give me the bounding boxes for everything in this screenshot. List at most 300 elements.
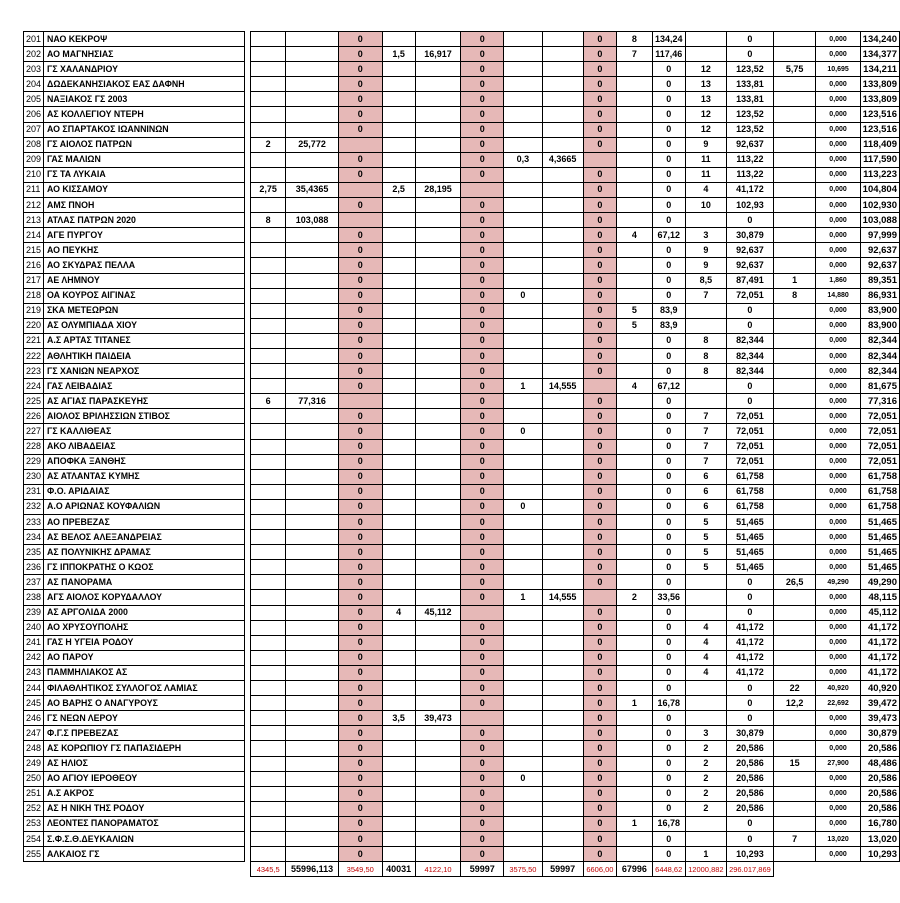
value-cell: 0 <box>461 786 504 801</box>
value-cell: 0 <box>461 62 504 77</box>
value-cell: 0 <box>727 605 774 620</box>
value-cell <box>286 590 339 605</box>
value-cell <box>617 137 653 152</box>
value-cell <box>617 726 653 741</box>
table-row <box>24 771 900 786</box>
value-cell <box>773 409 816 424</box>
value-cell: 0 <box>583 605 616 620</box>
value-cell: 0 <box>461 560 504 575</box>
value-cell: 0 <box>652 92 685 107</box>
rank-cell: 206 <box>24 107 44 122</box>
value-cell <box>773 258 816 273</box>
club-name-cell: ΦΙΛΑΘΛΗΤΙΚΟΣ ΣΥΛΛΟΓΟΣ ΛΑΜΙΑΣ <box>44 681 245 696</box>
value-cell: 0 <box>461 454 504 469</box>
value-cell: 0 <box>652 650 685 665</box>
value-cell <box>617 756 653 771</box>
value-cell: 0,000 <box>816 182 860 197</box>
rank-cell: 239 <box>24 605 44 620</box>
value-cell: 14,880 <box>816 288 860 303</box>
value-cell: 0 <box>652 333 685 348</box>
value-cell <box>504 454 542 469</box>
value-cell <box>251 696 286 711</box>
value-cell: 0 <box>461 756 504 771</box>
value-cell: 28,195 <box>415 182 461 197</box>
total-points-cell: 118,409 <box>860 137 899 152</box>
value-cell <box>773 182 816 197</box>
value-cell <box>504 801 542 816</box>
value-cell: 16,78 <box>652 696 685 711</box>
rank-cell: 225 <box>24 394 44 409</box>
value-cell <box>617 439 653 454</box>
value-cell <box>583 152 616 167</box>
value-cell <box>542 348 583 363</box>
value-cell <box>461 711 504 726</box>
value-cell <box>415 318 461 333</box>
club-name-cell: Σ.Φ.Σ.Θ.ΔΕΥΚΑΛΙΩΝ <box>44 831 245 846</box>
value-cell <box>415 545 461 560</box>
value-cell: 5 <box>685 515 726 530</box>
value-cell: 0 <box>583 756 616 771</box>
value-cell <box>685 47 726 62</box>
value-cell <box>773 801 816 816</box>
value-cell <box>415 273 461 288</box>
value-cell <box>251 273 286 288</box>
total-points-cell: 103,088 <box>860 213 899 228</box>
value-cell <box>382 635 415 650</box>
club-name-cell: ΔΩΔΕΚΑΝΗΣΙΑΚΟΣ ΕΑΣ ΔΑΦΝΗ <box>44 77 245 92</box>
value-cell <box>773 590 816 605</box>
value-cell: 7 <box>617 47 653 62</box>
club-name-cell: Α.Σ ΑΚΡΟΣ <box>44 786 245 801</box>
value-cell <box>251 650 286 665</box>
value-cell: 123,52 <box>727 122 774 137</box>
value-cell <box>773 726 816 741</box>
value-cell <box>382 92 415 107</box>
value-cell <box>504 228 542 243</box>
value-cell <box>382 650 415 665</box>
value-cell: 51,465 <box>727 545 774 560</box>
value-cell: 0 <box>652 439 685 454</box>
value-cell <box>251 409 286 424</box>
value-cell <box>251 92 286 107</box>
value-cell: 0 <box>461 122 504 137</box>
value-cell: 5 <box>617 318 653 333</box>
value-cell <box>542 650 583 665</box>
table-row <box>24 394 900 409</box>
value-cell: 0 <box>461 167 504 182</box>
value-cell <box>617 243 653 258</box>
value-cell: 0 <box>727 575 774 590</box>
value-cell <box>415 122 461 137</box>
value-cell: 102,93 <box>727 198 774 213</box>
rank-cell: 253 <box>24 816 44 831</box>
value-cell <box>617 484 653 499</box>
value-cell <box>685 318 726 333</box>
club-name-cell: Α.Ο ΑΡΙΩΝΑΣ ΚΟΥΦΑΛΙΩΝ <box>44 499 245 514</box>
club-name-cell: ΑΕ ΛΗΜΝΟΥ <box>44 273 245 288</box>
value-cell <box>504 122 542 137</box>
value-cell <box>542 726 583 741</box>
total-points-cell: 16,780 <box>860 816 899 831</box>
value-cell <box>773 394 816 409</box>
value-cell <box>773 379 816 394</box>
value-cell: 0 <box>583 816 616 831</box>
value-cell: 0 <box>461 499 504 514</box>
club-name-cell: ΑΘΛΗΤΙΚΗ ΠΑΙΔΕΙΑ <box>44 348 245 363</box>
total-value-cell: 4122,10 <box>415 862 461 877</box>
value-cell: 0 <box>338 560 382 575</box>
value-cell: 0 <box>461 575 504 590</box>
value-cell <box>617 152 653 167</box>
value-cell: 0 <box>338 575 382 590</box>
rank-cell: 215 <box>24 243 44 258</box>
value-cell <box>382 32 415 47</box>
value-cell <box>382 379 415 394</box>
value-cell <box>382 484 415 499</box>
value-cell <box>617 635 653 650</box>
value-cell <box>504 711 542 726</box>
value-cell: 45,112 <box>415 605 461 620</box>
value-cell <box>504 575 542 590</box>
value-cell <box>415 620 461 635</box>
value-cell <box>382 847 415 862</box>
value-cell: 13 <box>685 77 726 92</box>
value-cell: 4 <box>617 379 653 394</box>
value-cell <box>773 167 816 182</box>
value-cell: 10,695 <box>816 62 860 77</box>
value-cell: 0 <box>583 364 616 379</box>
value-cell <box>251 77 286 92</box>
value-cell <box>542 560 583 575</box>
value-cell <box>617 333 653 348</box>
value-cell <box>504 545 542 560</box>
value-cell: 0 <box>583 499 616 514</box>
table-row <box>24 122 900 137</box>
value-cell: 1,5 <box>382 47 415 62</box>
club-name-cell: ΑΣ ΟΛΥΜΠΙΑΔΑ ΧΙΟΥ <box>44 318 245 333</box>
value-cell <box>773 816 816 831</box>
value-cell <box>504 333 542 348</box>
table-row <box>24 801 900 816</box>
total-value-cell: 6448,62 <box>652 862 685 877</box>
total-points-cell: 72,051 <box>860 409 899 424</box>
value-cell: 0 <box>583 711 616 726</box>
value-cell: 0 <box>652 137 685 152</box>
total-points-cell: 48,486 <box>860 756 899 771</box>
value-cell <box>617 741 653 756</box>
value-cell <box>542 530 583 545</box>
value-cell <box>617 469 653 484</box>
rank-cell: 211 <box>24 182 44 197</box>
value-cell <box>773 122 816 137</box>
value-cell: 0 <box>338 273 382 288</box>
value-cell: 0 <box>727 696 774 711</box>
value-cell: 0 <box>461 318 504 333</box>
value-cell: 0 <box>583 515 616 530</box>
value-cell <box>542 228 583 243</box>
value-cell <box>286 62 339 77</box>
value-cell: 0 <box>338 696 382 711</box>
value-cell: 0 <box>461 726 504 741</box>
value-cell: 0 <box>652 847 685 862</box>
value-cell <box>382 348 415 363</box>
rank-cell: 203 <box>24 62 44 77</box>
table-row <box>24 137 900 152</box>
total-points-cell: 39,473 <box>860 711 899 726</box>
value-cell: 0 <box>338 620 382 635</box>
value-cell: 82,344 <box>727 348 774 363</box>
value-cell: 4 <box>685 650 726 665</box>
value-cell <box>415 303 461 318</box>
value-cell <box>338 394 382 409</box>
table-row <box>24 469 900 484</box>
total-value-cell: 296.017,869 <box>727 862 774 877</box>
total-points-cell: 113,223 <box>860 167 899 182</box>
value-cell: 0 <box>583 92 616 107</box>
value-cell <box>617 409 653 424</box>
value-cell: 0 <box>461 303 504 318</box>
club-name-cell: Φ.Γ.Σ ΠΡΕΒΕΖΑΣ <box>44 726 245 741</box>
value-cell <box>542 258 583 273</box>
value-cell: 0 <box>652 167 685 182</box>
table-row <box>24 288 900 303</box>
value-cell <box>773 847 816 862</box>
value-cell <box>542 484 583 499</box>
club-name-cell: ΣΚΑ ΜΕΤΕΩΡΩΝ <box>44 303 245 318</box>
value-cell <box>286 469 339 484</box>
value-cell <box>415 847 461 862</box>
value-cell <box>617 681 653 696</box>
value-cell <box>382 243 415 258</box>
value-cell: 0 <box>583 213 616 228</box>
club-name-cell: ΑΓΕ ΠΥΡΓΟΥ <box>44 228 245 243</box>
table-row <box>24 650 900 665</box>
value-cell <box>251 831 286 846</box>
value-cell <box>251 318 286 333</box>
value-cell <box>773 469 816 484</box>
value-cell: 7 <box>685 439 726 454</box>
value-cell: 0 <box>461 47 504 62</box>
value-cell: 0 <box>338 771 382 786</box>
value-cell: 11 <box>685 152 726 167</box>
club-name-cell: ΑΟ ΠΕΥΚΗΣ <box>44 243 245 258</box>
value-cell <box>415 816 461 831</box>
value-cell <box>286 499 339 514</box>
table-row <box>24 530 900 545</box>
value-cell: 7 <box>685 409 726 424</box>
value-cell <box>286 801 339 816</box>
value-cell: 1 <box>773 273 816 288</box>
total-points-cell: 86,931 <box>860 288 899 303</box>
value-cell: 51,465 <box>727 530 774 545</box>
total-points-cell: 83,900 <box>860 303 899 318</box>
value-cell <box>415 348 461 363</box>
value-cell: 0,000 <box>816 590 860 605</box>
value-cell <box>542 696 583 711</box>
value-cell: 0 <box>583 801 616 816</box>
value-cell <box>251 243 286 258</box>
rank-cell: 241 <box>24 635 44 650</box>
value-cell: 8,5 <box>685 273 726 288</box>
table-row <box>24 590 900 605</box>
rank-cell: 238 <box>24 590 44 605</box>
value-cell: 20,586 <box>727 756 774 771</box>
table-row <box>24 484 900 499</box>
rank-cell: 218 <box>24 288 44 303</box>
value-cell: 0 <box>338 167 382 182</box>
value-cell <box>286 77 339 92</box>
value-cell <box>251 152 286 167</box>
value-cell <box>286 515 339 530</box>
value-cell <box>542 409 583 424</box>
value-cell: 0 <box>338 711 382 726</box>
table-row <box>24 213 900 228</box>
value-cell: 0 <box>338 756 382 771</box>
value-cell <box>286 152 339 167</box>
value-cell <box>504 77 542 92</box>
value-cell <box>504 213 542 228</box>
total-points-cell: 92,637 <box>860 243 899 258</box>
value-cell <box>504 786 542 801</box>
value-cell: 0 <box>652 122 685 137</box>
value-cell: 4 <box>685 635 726 650</box>
value-cell <box>382 665 415 680</box>
value-cell <box>504 831 542 846</box>
table-row <box>24 454 900 469</box>
value-cell: 0 <box>338 122 382 137</box>
value-cell: 0 <box>338 530 382 545</box>
value-cell: 0 <box>652 364 685 379</box>
table-row <box>24 545 900 560</box>
value-cell <box>504 167 542 182</box>
value-cell: 0,000 <box>816 107 860 122</box>
value-cell: 10 <box>685 198 726 213</box>
value-cell <box>415 92 461 107</box>
value-cell: 0,000 <box>816 515 860 530</box>
value-cell: 0 <box>461 213 504 228</box>
value-cell: 5,75 <box>773 62 816 77</box>
value-cell: 0 <box>652 409 685 424</box>
value-cell <box>542 801 583 816</box>
value-cell: 0 <box>583 288 616 303</box>
club-name-cell: ΑΣ ΒΕΛΟΣ ΑΛΕΞΑΝΔΡΕΙΑΣ <box>44 530 245 545</box>
value-cell <box>617 711 653 726</box>
total-points-cell: 61,758 <box>860 469 899 484</box>
value-cell: 61,758 <box>727 484 774 499</box>
value-cell <box>382 545 415 560</box>
club-name-cell: ΛΕΟΝΤΕΣ ΠΑΝΟΡΑΜΑΤΟΣ <box>44 816 245 831</box>
value-cell: 0 <box>583 122 616 137</box>
value-cell: 82,344 <box>727 333 774 348</box>
value-cell <box>415 726 461 741</box>
value-cell <box>415 801 461 816</box>
value-cell: 0 <box>652 620 685 635</box>
value-cell: 39,473 <box>415 711 461 726</box>
total-value-cell: 12000,882 <box>685 862 726 877</box>
value-cell: 0 <box>338 47 382 62</box>
value-cell: 25,772 <box>286 137 339 152</box>
value-cell: 13,020 <box>816 831 860 846</box>
value-cell: 117,46 <box>652 47 685 62</box>
value-cell: 0 <box>583 107 616 122</box>
rank-cell: 216 <box>24 258 44 273</box>
value-cell: 0 <box>727 32 774 47</box>
value-cell <box>286 92 339 107</box>
value-cell <box>415 394 461 409</box>
value-cell <box>504 439 542 454</box>
value-cell: 0 <box>583 484 616 499</box>
rank-cell: 232 <box>24 499 44 514</box>
value-cell <box>286 786 339 801</box>
value-cell <box>773 515 816 530</box>
value-cell: 0 <box>338 364 382 379</box>
value-cell: 0 <box>461 394 504 409</box>
value-cell <box>773 32 816 47</box>
value-cell <box>415 258 461 273</box>
value-cell <box>382 681 415 696</box>
rank-cell: 204 <box>24 77 44 92</box>
value-cell <box>773 771 816 786</box>
value-cell <box>382 560 415 575</box>
table-row <box>24 515 900 530</box>
value-cell <box>617 258 653 273</box>
value-cell <box>504 726 542 741</box>
value-cell <box>773 665 816 680</box>
total-points-cell: 72,051 <box>860 424 899 439</box>
value-cell <box>504 665 542 680</box>
value-cell <box>415 167 461 182</box>
value-cell <box>461 182 504 197</box>
value-cell <box>251 620 286 635</box>
club-name-cell: Α.Σ ΑΡΤΑΣ ΤΙΤΑΝΕΣ <box>44 333 245 348</box>
value-cell: 0 <box>461 258 504 273</box>
value-cell <box>773 484 816 499</box>
value-cell <box>382 741 415 756</box>
value-cell <box>504 635 542 650</box>
value-cell <box>617 198 653 213</box>
value-cell: 0,000 <box>816 47 860 62</box>
value-cell: 0 <box>652 182 685 197</box>
value-cell <box>286 198 339 213</box>
value-cell <box>251 32 286 47</box>
value-cell: 20,586 <box>727 741 774 756</box>
value-cell <box>251 515 286 530</box>
total-value-cell: 6606,00 <box>583 862 616 877</box>
value-cell: 0 <box>338 303 382 318</box>
value-cell: 0 <box>583 786 616 801</box>
value-cell: 0 <box>338 681 382 696</box>
value-cell <box>542 273 583 288</box>
club-name-cell: ΠΑΜΜΗΛΙΑΚΟΣ ΑΣ <box>44 665 245 680</box>
value-cell <box>617 62 653 77</box>
value-cell <box>286 122 339 137</box>
value-cell: 0 <box>583 454 616 469</box>
value-cell: 0 <box>338 379 382 394</box>
value-cell: 51,465 <box>727 560 774 575</box>
value-cell <box>415 137 461 152</box>
value-cell <box>542 32 583 47</box>
value-cell <box>251 681 286 696</box>
value-cell <box>617 499 653 514</box>
value-cell <box>286 756 339 771</box>
value-cell <box>542 545 583 560</box>
value-cell <box>542 288 583 303</box>
value-cell: 0 <box>338 635 382 650</box>
value-cell <box>542 318 583 333</box>
club-name-cell: ΑΙΟΛΟΣ ΒΡΙΛΗΣΣΙΩΝ ΣΤΙΒΟΣ <box>44 409 245 424</box>
value-cell: 0,000 <box>816 786 860 801</box>
value-cell <box>617 454 653 469</box>
